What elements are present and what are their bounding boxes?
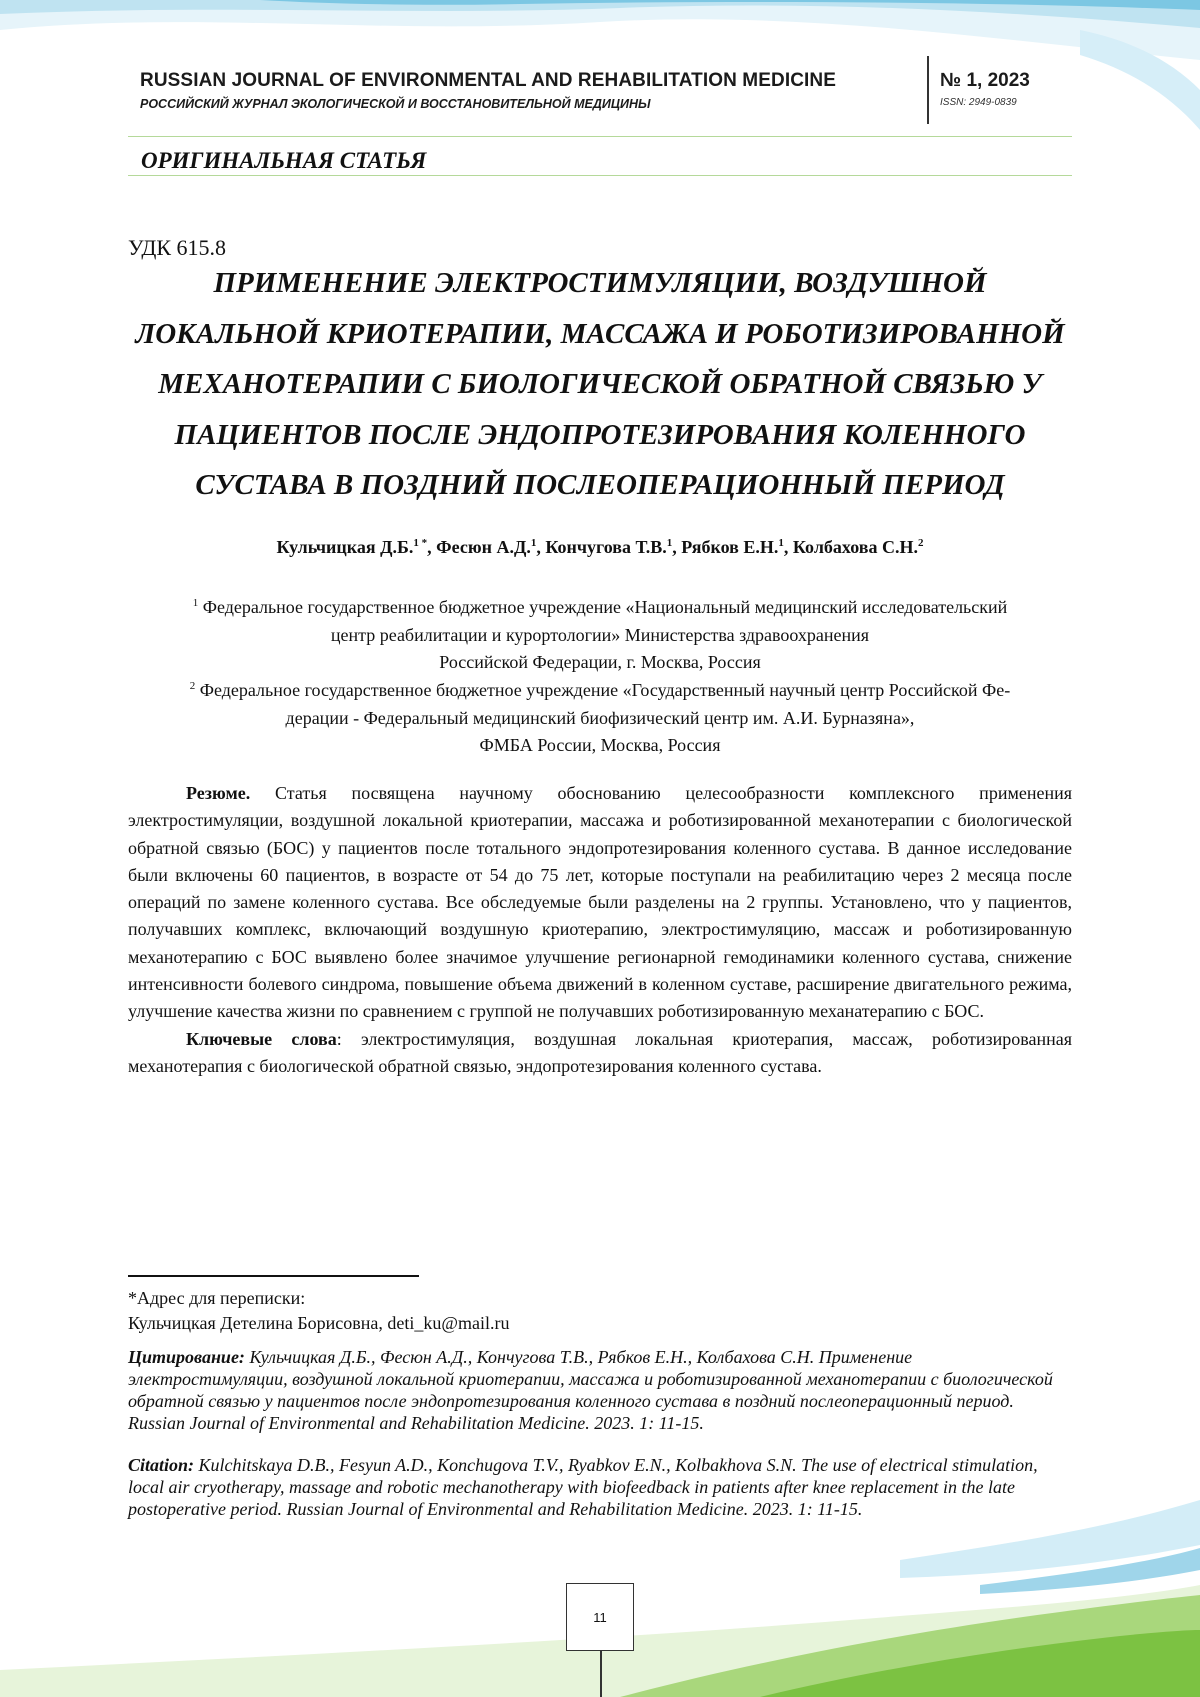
footnote-rule	[128, 1275, 419, 1277]
journal-title-ru: РОССИЙСКИЙ ЖУРНАЛ ЭКОЛОГИЧЕСКОЙ И ВОССТАНОВИТЕЛЬНОЙ МЕДИЦИНЫ	[140, 97, 651, 111]
page-number: 11	[566, 1583, 634, 1651]
author-affiliation-mark: 2	[918, 537, 924, 549]
author-affiliation-mark: 1	[530, 537, 537, 549]
keywords-text: : электростимуляция, воздушная локальная криотерапия, массаж, роботизированная механотерапия с биологической обратной связью, эндопротезирования коленного сустава.	[128, 1028, 1072, 1076]
header-divider	[927, 56, 929, 124]
author-name: Кончугова Т.В.	[545, 537, 667, 557]
author-name: Колбахова С.Н.	[792, 537, 919, 557]
citation-en-label: Citation:	[128, 1455, 195, 1475]
abstract-paragraph	[128, 780, 1072, 1026]
author-name: Кульчицкая Д.Б.	[276, 537, 414, 557]
affiliation-number: 1	[192, 597, 199, 609]
correspondence-footnote: *Адрес для переписки: Кульчицкая Детелина Борисовна, deti_ku@mail.ru	[128, 1288, 510, 1333]
section-label: ОРИГИНАЛЬНАЯ СТАТЬЯ	[141, 148, 427, 173]
citation-en: Citation: Kulchitskaya D.B., Fesyun A.D., Konchugova T.V., Ryabkov E.N., Kolbakhova S.N. The use of electrical stimulation, local air cryotherapy, massage and robotic mechanotherapy with biofeedback in patients after knee replacement in the late postoperative period. Russian Journal of Environmental and Rehabilitation Medicine. 2023. 1: 11-15.	[128, 1455, 1038, 1519]
journal-title-en: RUSSIAN JOURNAL OF ENVIRONMENTAL AND REHABILITATION MEDICINE	[140, 70, 836, 91]
keywords-paragraph	[128, 1026, 1072, 1081]
author-name: Рябков Е.Н.	[681, 537, 779, 557]
keywords-label: Ключевые слова	[186, 1028, 337, 1049]
author-name: Фесюн А.Д.	[436, 537, 531, 557]
author-affiliation-mark: 1 *	[413, 537, 428, 549]
affiliation-1: $^1$ Федеральное государственное бюджетное учреждение «Национальный медицинский исследовательский центр реабилитации и курортологии» Министерства здравоохранения Российской Федерации, г. Москва, Россия	[192, 597, 1008, 672]
section-rule-bottom	[128, 175, 1072, 176]
issue-number: № 1, 2023	[940, 70, 1030, 91]
page-number-line	[600, 1651, 602, 1697]
abstract-text: Статья посвящена научному обоснованию целесообразности комплексного применения электростимуляции, воздушной локальной криотерапии, массажа и роботизированной механотерапии с биологической обратной связью (БОС) у пациентов после тотального эндопротезирования коленного сустава. В данное исследование были включены 60 пациентов, в возрасте от 54 до 75 лет, которые поступали на реабилитацию через 2 месяца после операций по замене коленного сустава. Все обследуемые были разделены на 2 группы. Установлено, что у пациентов, получавших комплекс, включающий воздушную криотерапию, электростимуляцию, массаж и роботизированную механотерапию с БОС выявлено более значимое улучшение регионарной гемодинамики коленного сустава, снижение интенсивности болевого синдрома, повышение объема движений в коленном суставе, расширение двигательного режима, улучшение качества жизни по сравнением с группой не получавших роботизированную механатерапию с БОС.	[128, 783, 1072, 1022]
author-list: Кульчицкая Д.Б.$^{1 *}$, Фесюн А.Д.$^1$, Кончугова Т.В.$^1$, Рябков Е.Н.$^1$, Колбахова С.Н.$^2$	[276, 537, 924, 557]
abstract	[128, 780, 1072, 1080]
affiliation-number: 2	[189, 680, 196, 692]
citation-ru-label: Цитирование:	[128, 1347, 245, 1367]
affiliation-2: $^2$ Федеральное государственное бюджетное учреждение «Государственный научный центр Российской Фе- дерации - Федеральный медицинский биофизический центр им. А.И. Бурназяна», ФМБА России, Москва, Россия	[189, 680, 1011, 755]
udk-code: УДК 615.8	[128, 235, 227, 260]
article-title: ПРИМЕНЕНИЕ ЭЛЕКТРОСТИМУЛЯЦИИ, ВОЗДУШНОЙ ЛОКАЛЬНОЙ КРИОТЕРАПИИ, МАССАЖА И РОБОТИЗИРОВАННОЙ МЕХАНОТЕРАПИИ С БИОЛОГИЧЕСКОЙ ОБРАТНОЙ СВЯЗЬЮ У ПАЦИЕНТОВ ПОСЛЕ ЭНДОПРОТЕЗИРОВАНИЯ КОЛЕННОГО СУСТАВА В ПОЗДНИЙ ПОСЛЕОПЕРАЦИОННЫЙ ПЕРИОД	[135, 267, 1065, 501]
section-rule-top	[128, 136, 1072, 137]
abstract-label: Резюме.	[186, 783, 251, 803]
issn: ISSN: 2949-0839	[940, 97, 1017, 108]
citation-ru: Цитирование: Кульчицкая Д.Б., Фесюн А.Д., Кончугова Т.В., Рябков Е.Н., Колбахова С.Н. Применение электростимуляции, воздушной локальной криотерапии, массажа и роботизированной механотерапии с биологической обратной связью у пациентов после эндопротезирования коленного сустава в поздний послеоперационный период. Russian Journal of Environmental and Rehabilitation Medicine. 2023. 1: 11-15.	[128, 1347, 1053, 1433]
author-affiliation-mark: 1	[778, 537, 784, 549]
author-affiliation-mark: 1	[666, 537, 673, 549]
